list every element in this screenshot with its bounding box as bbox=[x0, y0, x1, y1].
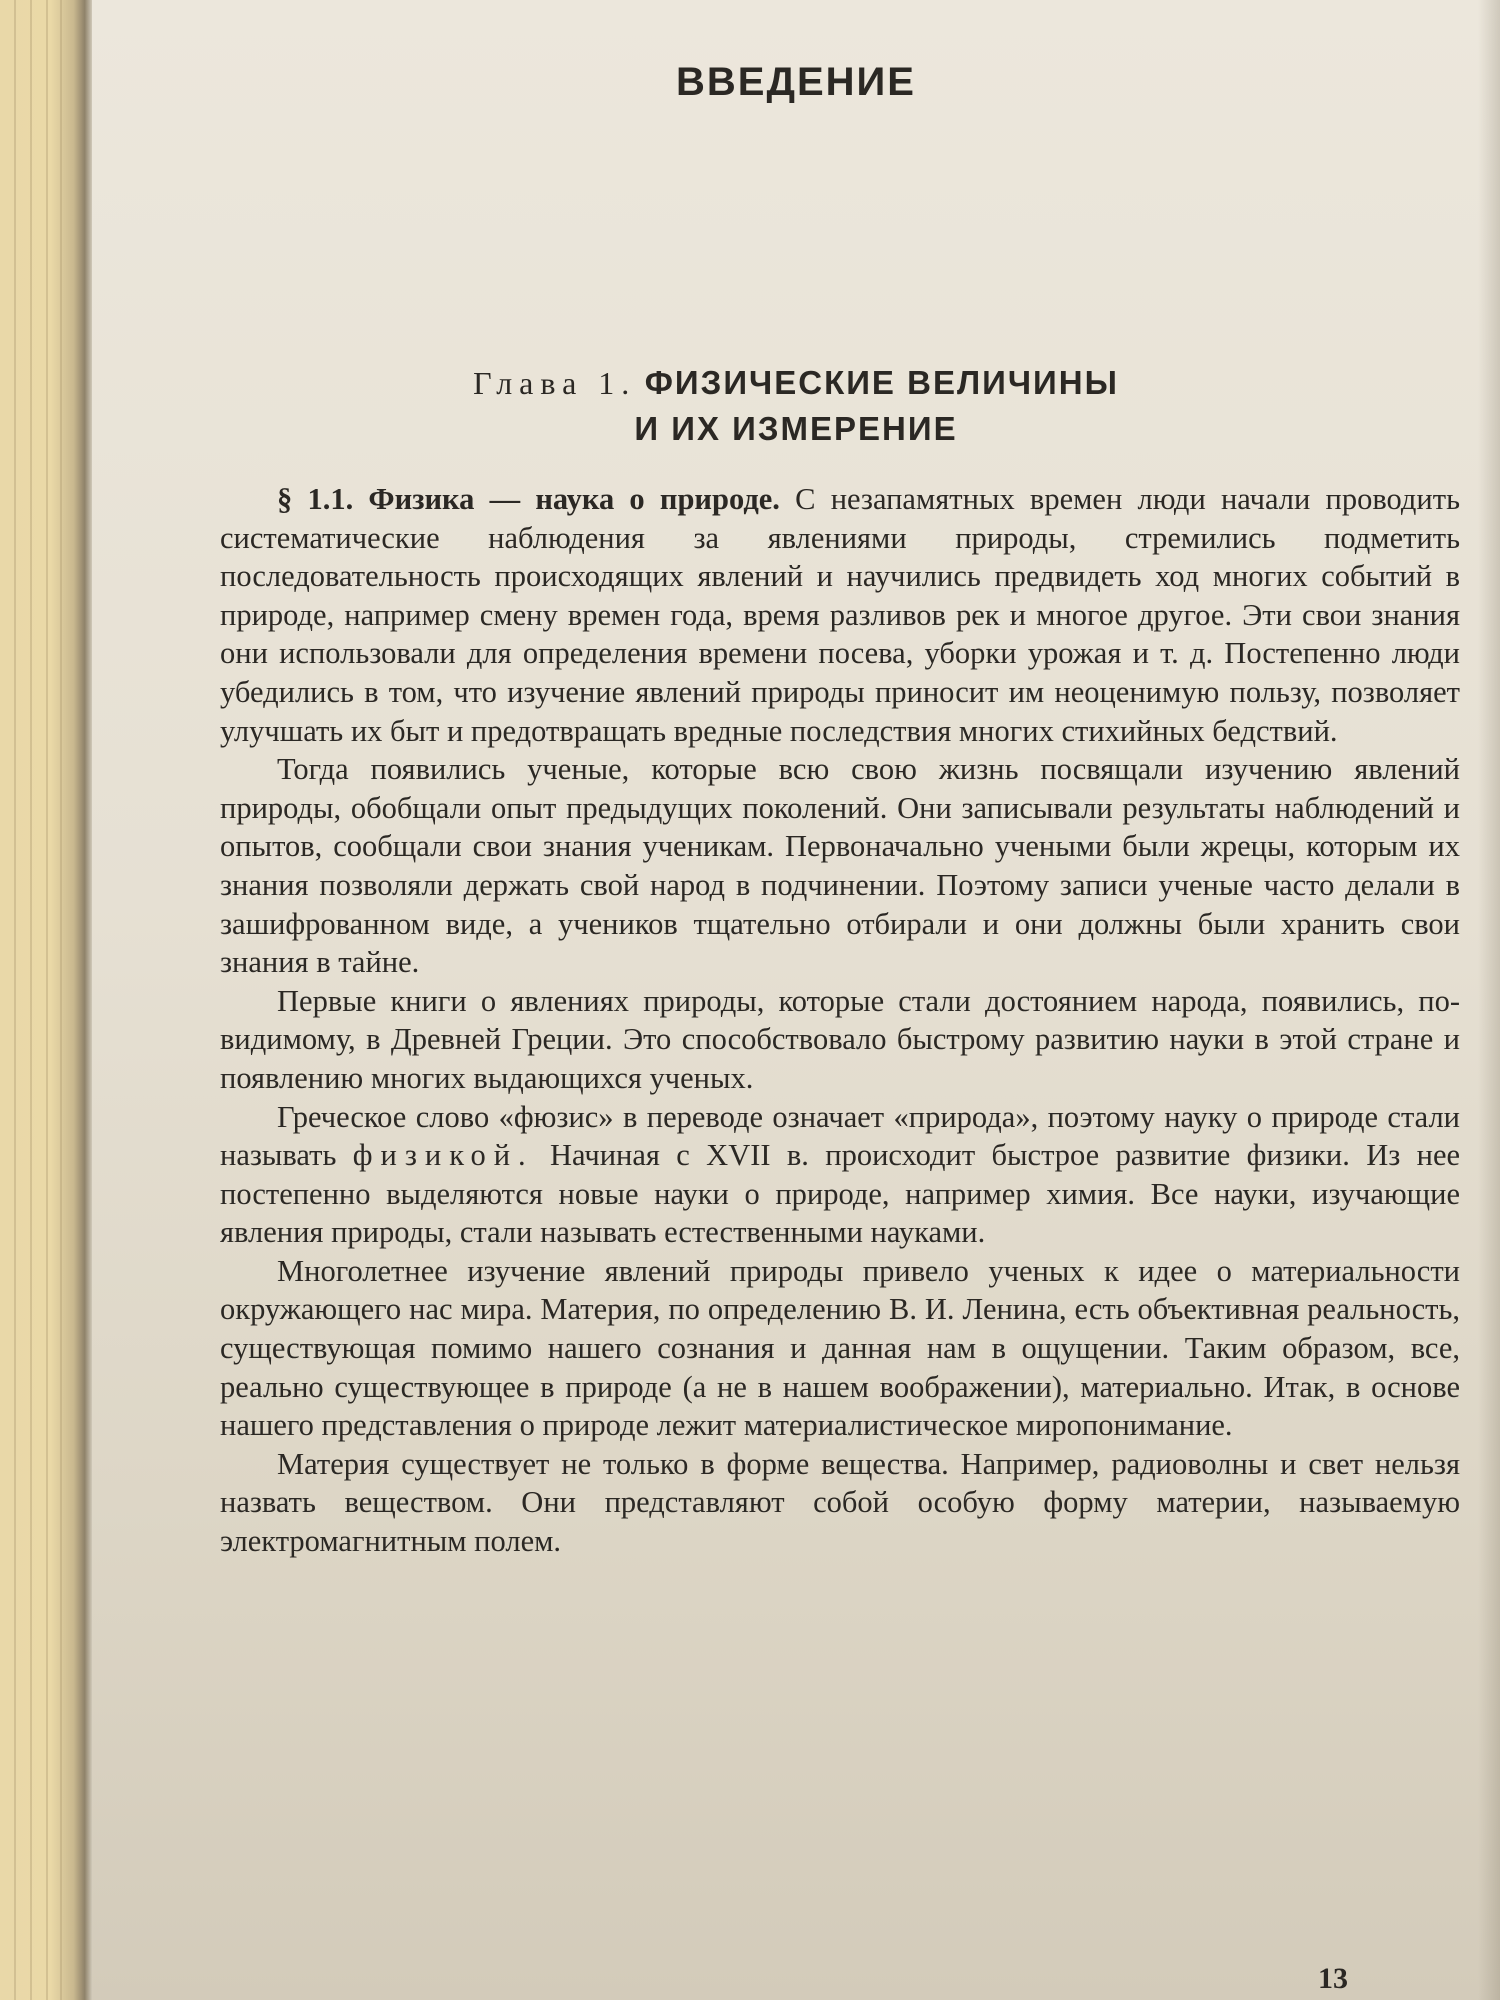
page-number: 13 bbox=[1318, 1962, 1348, 1995]
paragraph-2: Тогда появились ученые, которые всю свою жизнь посвящали изучению явлений природы, обобщали опыт предыдущих поколений. Они записывали результаты наблюдений и опытов, сообщали свои знания ученикам. Первоначально учеными были жрецы, которым их знания позволяли держать свой народ в подчинении. Поэтому записи ученые часто делали в зашифрованном виде, а учеников тщательно отбирали и они должны были хранить свои знания в тайне. bbox=[220, 752, 1460, 980]
adjacent-page-edge bbox=[0, 0, 92, 2000]
book-page bbox=[92, 0, 1500, 2000]
paragraph-1-text: С незапамятных времен люди начали проводить систематические наблюдения за явлениями природы, стремились подметить последовательность происходящих явлений и научились предвидеть ход многих событий в природе, например смену времен года, время разливов рек и многое другое. Эти свои знания они использовали для определения времени посева, уборки урожая и т. д. Постепенно люди убедились в том, что изучение явлений природы приносит им неоценимую пользу, позволяет улучшать их быт и предотвращать вредные последствия многих стихийных бедствий. bbox=[220, 482, 1460, 748]
paragraph-heading: § 1.1. Физика — наука о природе. bbox=[277, 482, 780, 516]
paragraph-1 bbox=[220, 480, 1460, 750]
chapter-title-line1: ФИЗИЧЕСКИЕ ВЕЛИЧИНЫ bbox=[644, 364, 1119, 401]
page-shadow bbox=[1478, 0, 1500, 2000]
paragraph-6: Материя существует не только в форме вещества. Например, радиоволны и свет нельзя назвать веществом. Они представляют собой особую форму материи, называемую электромагнитным полем. bbox=[220, 1446, 1460, 1559]
paragraph-4-text-after: Начиная с XVII в. происходит быстрое развитие физики. Из нее постепенно выделяются новые науки о природе, например химия. Все науки, изучающие явления природы, стали называть естественными науками. bbox=[220, 1138, 1461, 1250]
physics-term: физикой. bbox=[352, 1138, 534, 1173]
chapter-label: Глава 1. bbox=[473, 365, 637, 401]
chapter-heading bbox=[92, 360, 1500, 452]
paragraph-4 bbox=[220, 1098, 1460, 1252]
paragraph-5: Многолетнее изучение явлений природы привело ученых к идее о материальности окружающего нас мира. Материя, по определению В. И. Ленина, есть объективная реальность, существующая помимо нашего сознания и данная нам в ощущении. Таким образом, все, реально существующее в природе (а не в нашем воображении), материально. Итак, в основе нашего представления о природе лежит материалистическое миропонимание. bbox=[220, 1253, 1460, 1443]
paragraph-4-text-before: Греческое слово «фюзис» в переводе означает «природа», поэтому науку о природе стали называть bbox=[220, 1099, 1460, 1173]
section-title: ВВЕДЕНИЕ bbox=[676, 60, 916, 104]
paragraph-3: Первые книги о явлениях природы, которые стали достоянием народа, появились, по-видимому, в Древней Греции. Это способствовало быстрому развитию науки в этой стране и появлению многих выдающихся ученых. bbox=[220, 983, 1460, 1095]
chapter-title-line2: И ИХ ИЗМЕРЕНИЕ bbox=[634, 410, 958, 447]
body-text bbox=[220, 480, 1460, 1561]
